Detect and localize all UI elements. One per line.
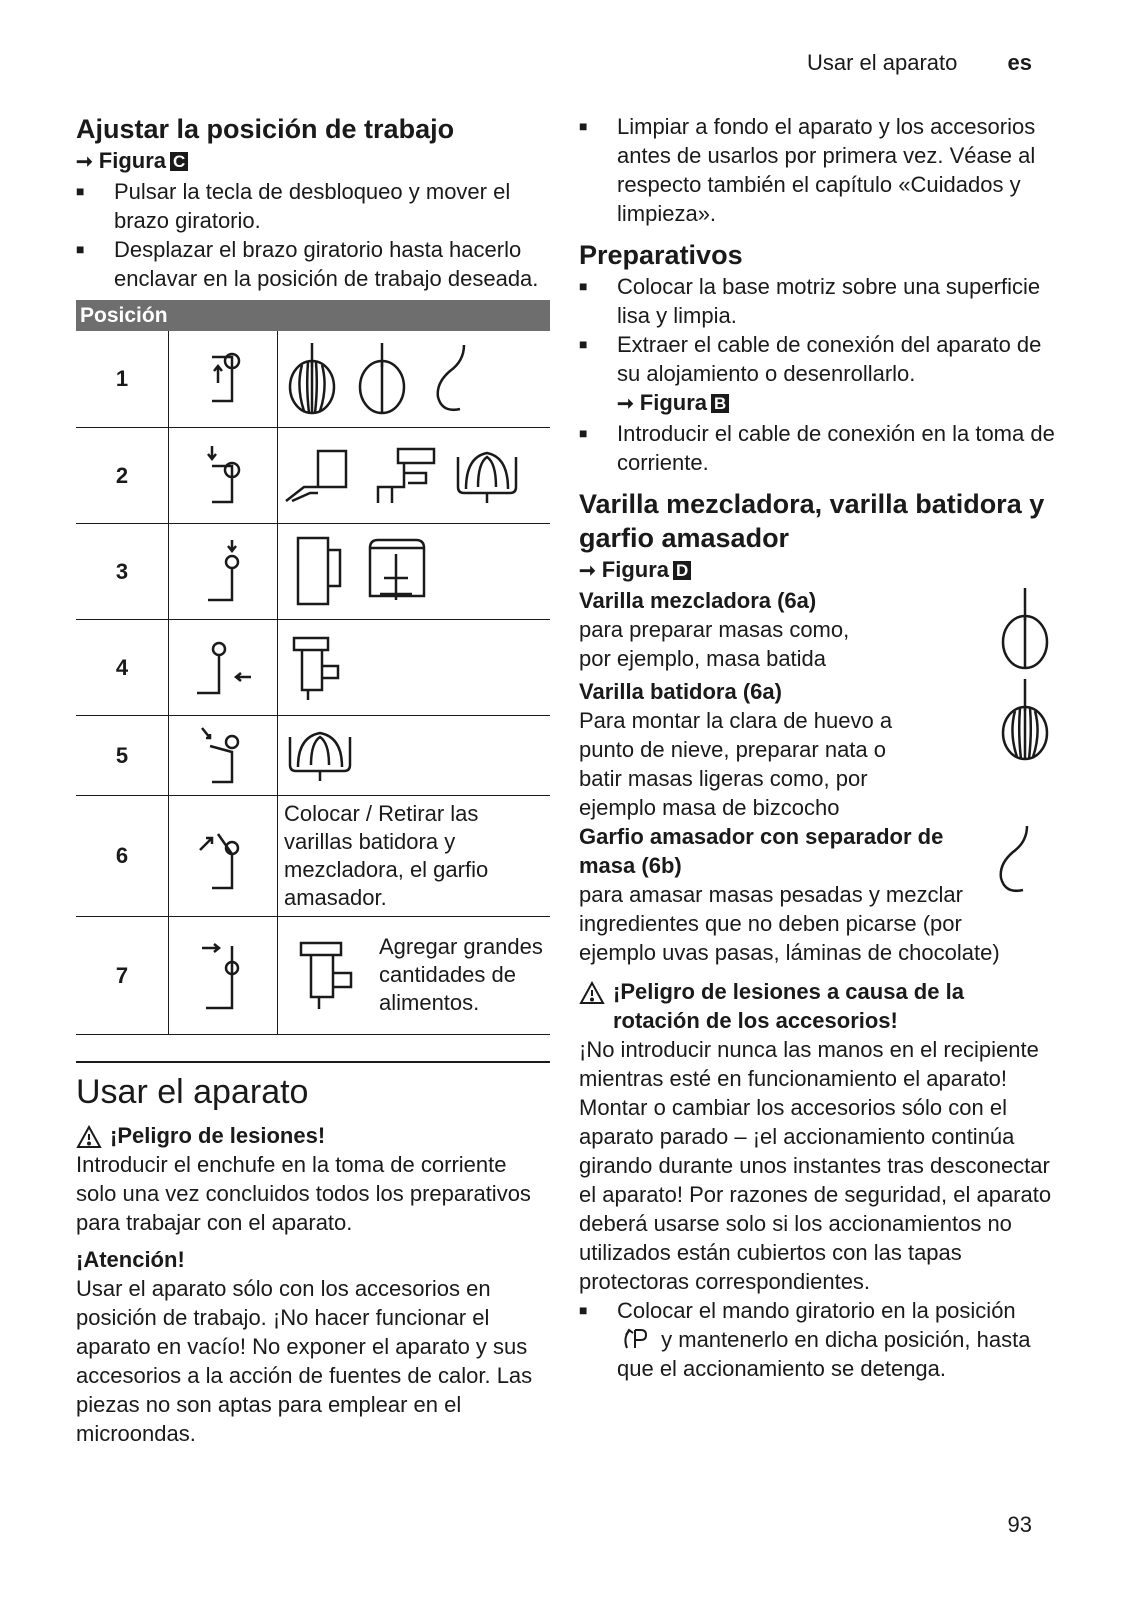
dough-hook-block: [579, 822, 1055, 967]
header-section: Usar el aparato: [806, 50, 958, 75]
table-row: [76, 523, 550, 619]
large-bowl-attachment-icon: [293, 935, 373, 1015]
warning-icon: [579, 981, 605, 1005]
preparations-title: Preparativos: [579, 240, 743, 270]
arm-position-icon: [169, 619, 278, 715]
figure-ref-d: ➞ Figura D: [579, 555, 1055, 586]
table-row: [76, 916, 550, 1034]
page-number: 93: [1007, 1512, 1032, 1537]
blender-attachment-icon: [284, 534, 346, 608]
position-number: 4: [76, 619, 169, 715]
mixing-beater-icon: [354, 341, 410, 417]
accessory-icons: [278, 523, 551, 619]
table-row: [76, 331, 550, 427]
list-item: ■ Colocar el mando giratorio en la posición y mantenerlo en dicha posición, hasta que el accionamiento se detenga.: [579, 1296, 1055, 1383]
tool-title: Garfio amasador con separador de masa (6b): [579, 824, 944, 878]
running-header: [807, 50, 1032, 76]
arrow-icon: ➞: [579, 560, 596, 582]
warning-rotation: ¡Peligro de lesiones a causa de la rotación de los accesorios!: [579, 977, 1055, 1035]
accessory-icons: [278, 427, 551, 523]
attention-title: ¡Atención!: [76, 1246, 185, 1272]
table-row: [76, 795, 550, 916]
arm-position-icon: [169, 427, 278, 523]
list-item: ■ Colocar la base motriz sobre una superficie lisa y limpia.: [579, 272, 1055, 330]
right-column: [579, 112, 1055, 1383]
table-row: [76, 427, 550, 523]
position-number: 3: [76, 523, 169, 619]
warning-text: Introducir el enchufe en la toma de corriente solo una vez concluidos todos los preparativos para trabajar con el aparato.: [76, 1151, 531, 1235]
preparations-list: [579, 272, 1055, 477]
warning-icon: [76, 1125, 102, 1149]
mincer-attachment-icon: [368, 443, 438, 507]
warning-injury: ¡Peligro de lesiones!: [76, 1121, 550, 1150]
arrow-icon: ➞: [617, 393, 634, 415]
whisk-icon: [997, 677, 1053, 761]
figure-letter: C: [170, 152, 188, 171]
figure-ref-c: ➞ Figura C: [76, 146, 550, 177]
tool-text: para preparar masas como, por ejemplo, masa batida: [579, 617, 850, 671]
arm-position-icon: [169, 331, 278, 427]
position-number: 7: [76, 916, 169, 1034]
position-number: 6: [76, 795, 169, 916]
whisk-icon: [284, 341, 340, 417]
position-table-header: Posición: [76, 300, 550, 331]
position-7-cell: [278, 916, 551, 1034]
position-description: Agregar grandes cantidades de alimentos.: [379, 934, 543, 1015]
food-processor-icon: [360, 534, 432, 608]
position-number: 1: [76, 331, 169, 427]
list-item: ■ Introducir el cable de conexión en la toma de corriente.: [579, 419, 1055, 477]
tool-title: Varilla mezcladora (6a): [579, 588, 817, 613]
arm-position-icon: [169, 916, 278, 1034]
citrus-press-icon: [284, 725, 356, 785]
figure-letter: B: [711, 394, 729, 413]
tool-title: Varilla batidora (6a): [579, 679, 782, 704]
position-description: Colocar / Retirar las varillas batidora y mezcladora, el garfio amasador.: [278, 795, 551, 916]
warning-text: ¡No introducir nunca las manos en el recipiente mientras esté en funcionamiento el aparato! Montar o cambiar los accesorios sólo con el aparato parado – ¡el accionamiento continúa girando durante unos instantes tras desconectar el aparato! Por razones de seguridad, el aparato deberá usarse solo si los accionamientos no utilizados están cubiertos con las tapas protectoras correspondientes.: [579, 1037, 1052, 1294]
tools-title: Varilla mezcladora, varilla batidora y garfio amasador: [579, 489, 1045, 553]
arm-position-icon: [169, 715, 278, 795]
whisk-block: [579, 677, 1055, 822]
section-divider: [76, 1061, 550, 1113]
large-bowl-attachment-icon: [284, 632, 354, 702]
list-item: ■ Limpiar a fondo el aparato y los accesorios antes de usarlos por primera vez. Véase al respecto también el capítulo «Cuidados y limpieza».: [579, 112, 1055, 228]
position-number: 2: [76, 427, 169, 523]
dough-hook-icon: [987, 822, 1043, 902]
accessory-icons: [278, 619, 551, 715]
tool-text: Para montar la clara de huevo a punto de nieve, preparar nata o batir masas ligeras como, por ejemplo masa de bizcocho: [579, 708, 893, 820]
mixing-beater-block: [579, 586, 1055, 677]
work-position-title: Ajustar la posición de trabajo: [76, 114, 455, 144]
list-item: ■ Pulsar la tecla de desbloqueo y mover el brazo giratorio.: [76, 177, 550, 235]
citrus-press-icon: [452, 443, 522, 507]
pause-position-icon: [621, 1326, 651, 1352]
list-item: ■ Extraer el cable de conexión del aparato de su alojamiento o desenrollarlo. ➞ Figura B: [579, 330, 1055, 419]
work-position-steps: [76, 177, 550, 293]
mixing-beater-icon: [997, 586, 1053, 670]
figure-letter: D: [673, 561, 691, 580]
table-row: [76, 619, 550, 715]
dough-hook-icon: [424, 341, 480, 417]
figure-ref-b: ➞ Figura B: [617, 388, 1055, 419]
attention-text: Usar el aparato sólo con los accesorios en posición de trabajo. ¡No hacer funcionar el aparato en vacío! No exponer el aparato y sus accesorios a la acción de fuentes de calor. Las piezas no son aptas para emplear en el microondas.: [76, 1275, 533, 1446]
tool-text: para amasar masas pesadas y mezclar ingredientes que no deben picarse (por ejemplo uvas pasas, láminas de chocolate): [579, 882, 1000, 965]
header-language: es: [1007, 50, 1032, 75]
arm-position-icon: [169, 523, 278, 619]
accessory-icons: [278, 331, 551, 427]
table-row: [76, 715, 550, 795]
position-table: [76, 300, 550, 1035]
position-number: 5: [76, 715, 169, 795]
arrow-icon: ➞: [76, 151, 93, 173]
left-column: [76, 112, 550, 1448]
use-appliance-title: Usar el aparato: [76, 1072, 309, 1111]
accessory-icons: [278, 715, 551, 795]
list-item: ■ Desplazar el brazo giratorio hasta hacerlo enclavar en la posición de trabajo deseada.: [76, 235, 550, 293]
slicer-attachment-icon: [284, 443, 354, 507]
arm-position-icon: [169, 795, 278, 916]
